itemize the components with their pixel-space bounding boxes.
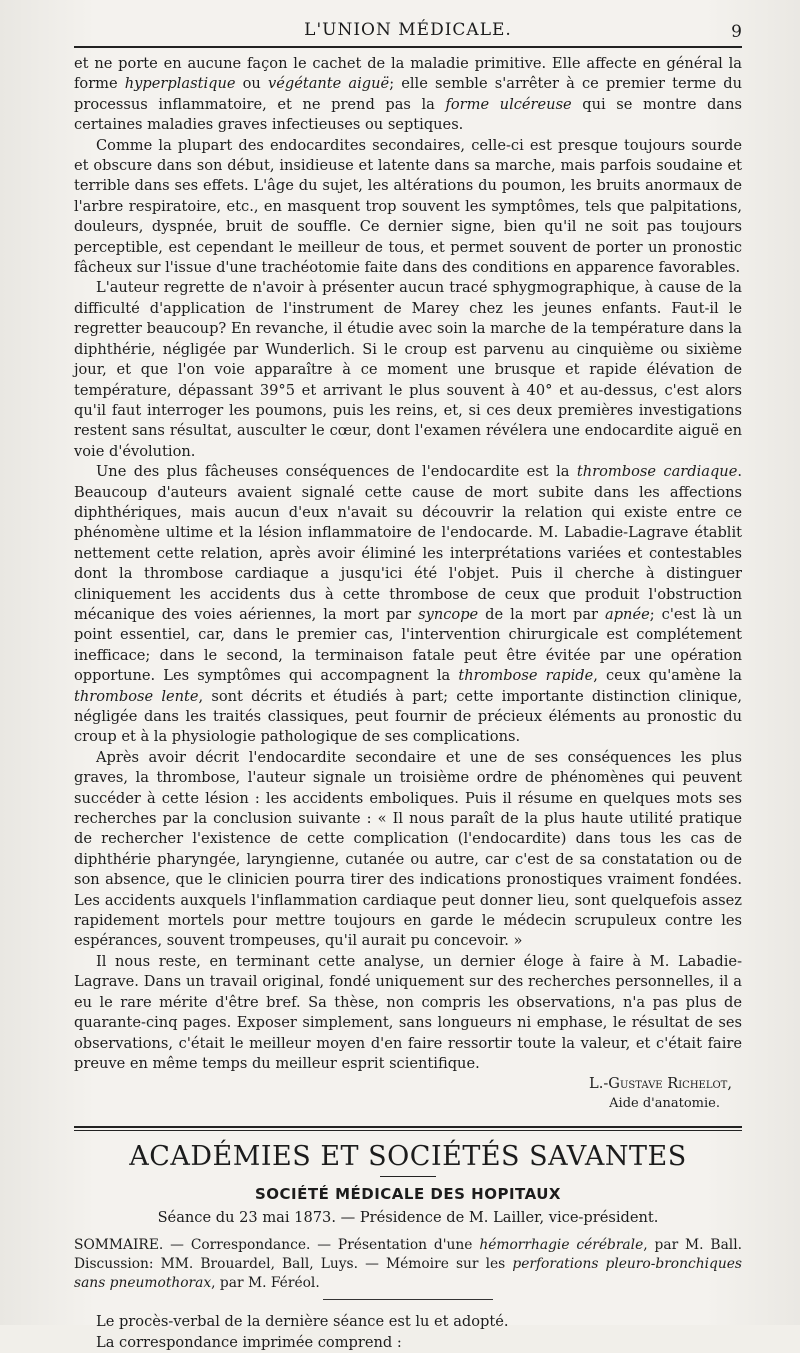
session-summary (74, 1236, 742, 1293)
text-run: Une des plus fâcheuses conséquences de l'endocardite est la (96, 463, 577, 481)
italic-run: thrombose lente (74, 687, 199, 705)
text-run: ou (235, 75, 268, 93)
session-line: Séance du 23 mai 1873. — Présidence de M. Lailler, vice-président. (157, 1209, 659, 1227)
society-title: SOCIÉTÉ MÉDICALE DES HOPITAUX (254, 1185, 561, 1204)
text-run: , par M. Féréol. (211, 1275, 320, 1292)
section-divider (74, 1126, 742, 1131)
article-body (74, 54, 742, 1074)
text-run: , ceux qu'amène la (593, 667, 743, 685)
italic-run: végétante aiguë (267, 75, 390, 93)
closing-line-1: Le procès-verbal de la dernière séance est lu et adopté. (96, 1313, 509, 1331)
italic-run: thrombose cardiaque (576, 463, 738, 481)
section-title: ACADÉMIES ET SOCIÉTÉS SAVANTES (129, 1141, 687, 1173)
paragraph (74, 748, 742, 952)
italic-run: perforations pleuro-bronchiques sans pneumothorax (74, 1256, 742, 1292)
title-rule (380, 1176, 436, 1177)
text-run: et ne porte en aucune façon le cachet de la maladie primitive. Elle affecte en général la forme (74, 55, 742, 93)
italic-run: syncope (418, 605, 479, 623)
text-run: ; c'est là un point essentiel, car, dans le premier cas, l'intervention chirurgicale est complétement inefficace; dans le second, la terminaison fatale peut être évitée par une opération opportune. Les symptômes qui accompagnent la (74, 605, 742, 685)
text-run: Comme la plupart des endocardites secondaires, celle-ci est presque toujours sourde et obscure dans son début, insidieuse et latente dans sa marche, mais parfois soudaine et terrible dans ses effets. L'âge du sujet, les altérations du poumon, les bruits anormaux de l'arbre respiratoire, etc., en masquent trop souvent les symptômes, tels que palpitations, douleurs, dyspnée, bruit de souffle. Ce dernier signe, bien qu'il ne soit pas toujours perceptible, est cependant le meilleur de tous, et permet souvent de porter un pronostic fâcheux sur l'issue d'une trachéotomie faite dans des conditions en apparence favorables. (74, 136, 742, 277)
paragraph (74, 462, 742, 748)
author-name: L.-Gustave Richelot, (589, 1075, 732, 1093)
author-signature (74, 1074, 742, 1114)
italic-run: thrombose rapide (458, 667, 594, 685)
summary-rule (323, 1299, 493, 1300)
italic-run: forme ulcéreuse (445, 95, 572, 113)
text-run: . Beaucoup d'auteurs avaient signalé cette cause de mort subite dans les affections diphthériques, mais aucun d'eux n'avait su découvrir la relation qui existe entre ce phénomène ultime et la lésion inflammatoire de l'endocarde. M. Labadie-Lagrave établit nettement cette relation, après avoir éliminé les interprétations variées et contestables dont la thrombose cardiaque a jusqu'ici été l'objet. Puis il cherche à distinguer cliniquement les accidents dus à cette thrombose de ceux que produit l'obstruction mécanique des voies aériennes, la mort par (74, 463, 742, 623)
text-run: , par M. Ball. Discussion: MM. Brouardel, Ball, Luys. — Mémoire sur les (74, 1237, 743, 1273)
text-run: , sont décrits et étudiés à part; cette importante distinction clinique, négligée dans les traités classiques, peut fournir de précieux éléments au pronostic du croup et à la physiologie pathologique de ses complications. (74, 687, 743, 746)
italic-run: hémorrhagie cérébrale (479, 1237, 644, 1254)
text-run: ; elle semble s'arrêter à ce premier terme du processus inflammatoire, et ne prend pas la (74, 75, 742, 113)
text-run: qui se montre dans certaines maladies graves infectieuses ou septiques. (74, 95, 743, 134)
text-run: SOMMAIRE. — Correspondance. — Présentation d'une (74, 1237, 480, 1254)
italic-run: apnée (605, 605, 650, 623)
text-run: L'auteur regrette de n'avoir à présenter aucun tracé sphygmographique, à cause de la difficulté d'application de l'instrument de Marey chez les jeunes enfants. Faut-il le regretter beaucoup? En revanche, il étudie avec soin la marche de la température dans la diphthérie, négligée par Wunderlich. Si le croup est parvenu au cinquième ou sixième jour, et que l'on voie apparaître à ce moment une brusque et rapide élévation de température, dépassant 39°5 et arrivant le plus souvent à 40° et au-dessus, c'est alors qu'il faut interroger les poumons, puis les reins, et, si ces deux premières investigations restent sans résultat, ausculter le cœur, dont l'examen révélera une endocardite aiguë en voie d'évolution. (74, 279, 742, 460)
paragraph (74, 952, 742, 1074)
text-run: Après avoir décrit l'endocardite secondaire et une de ses conséquences les plus graves, la thrombose, l'auteur signale un troisième ordre de phénomènes qui peuvent succéder à cette lésion : les accidents emboliques. Puis il résume en quelques mots ses recherches par la conclusion suivante : « Il nous paraît de la plus haute utilité pratique de rechercher l'existence de cette complication (l'endocardite) dans tous les cas de diphthérie pharyngée, laryngienne, cutanée ou autre, car c'est de sa constatation ou de son absence, que le clinicien pourra tirer des indications pronostiques vraiment fondées. Les accidents auxquels l'inflammation cardiaque peut donner lieu, sont quelquefois assez rapidement mortels pour mettre toujours en garde le médecin scrupuleux contre les espérances, souvent trompeuses, qu'il aurait pu concevoir. » (74, 748, 742, 950)
paragraph (74, 136, 742, 279)
paragraph (74, 54, 742, 136)
author-role: Aide d'anatomie. (609, 1096, 720, 1112)
text-run: de la mort par (478, 605, 606, 623)
session-body (74, 1312, 742, 1353)
text-run: Il nous reste, en terminant cette analyse, un dernier éloge à faire à M. Labadie-Lagrave. Dans un travail original, fondé uniquement sur des recherches personnelles, il a eu le rare mérite d'être bref. Sa thèse, non compris les observations, n'a pas plus de quarante-cinq pages. Exposer simplement, sans longueurs ni emphase, le résultat de ses observations, c'était le meilleur moyen d'en faire ressortir toute la valeur, et c'était faire preuve en même temps du meilleur esprit scientifique. (74, 952, 742, 1072)
running-title: L'UNION MÉDICALE. (304, 20, 512, 40)
header-rule (74, 46, 742, 48)
closing-line-2: La correspondance imprimée comprend : (96, 1333, 402, 1351)
page-number: 9 (731, 22, 742, 42)
page-header (74, 0, 742, 46)
paragraph (74, 278, 742, 462)
italic-run: hyperplastique (124, 75, 236, 93)
